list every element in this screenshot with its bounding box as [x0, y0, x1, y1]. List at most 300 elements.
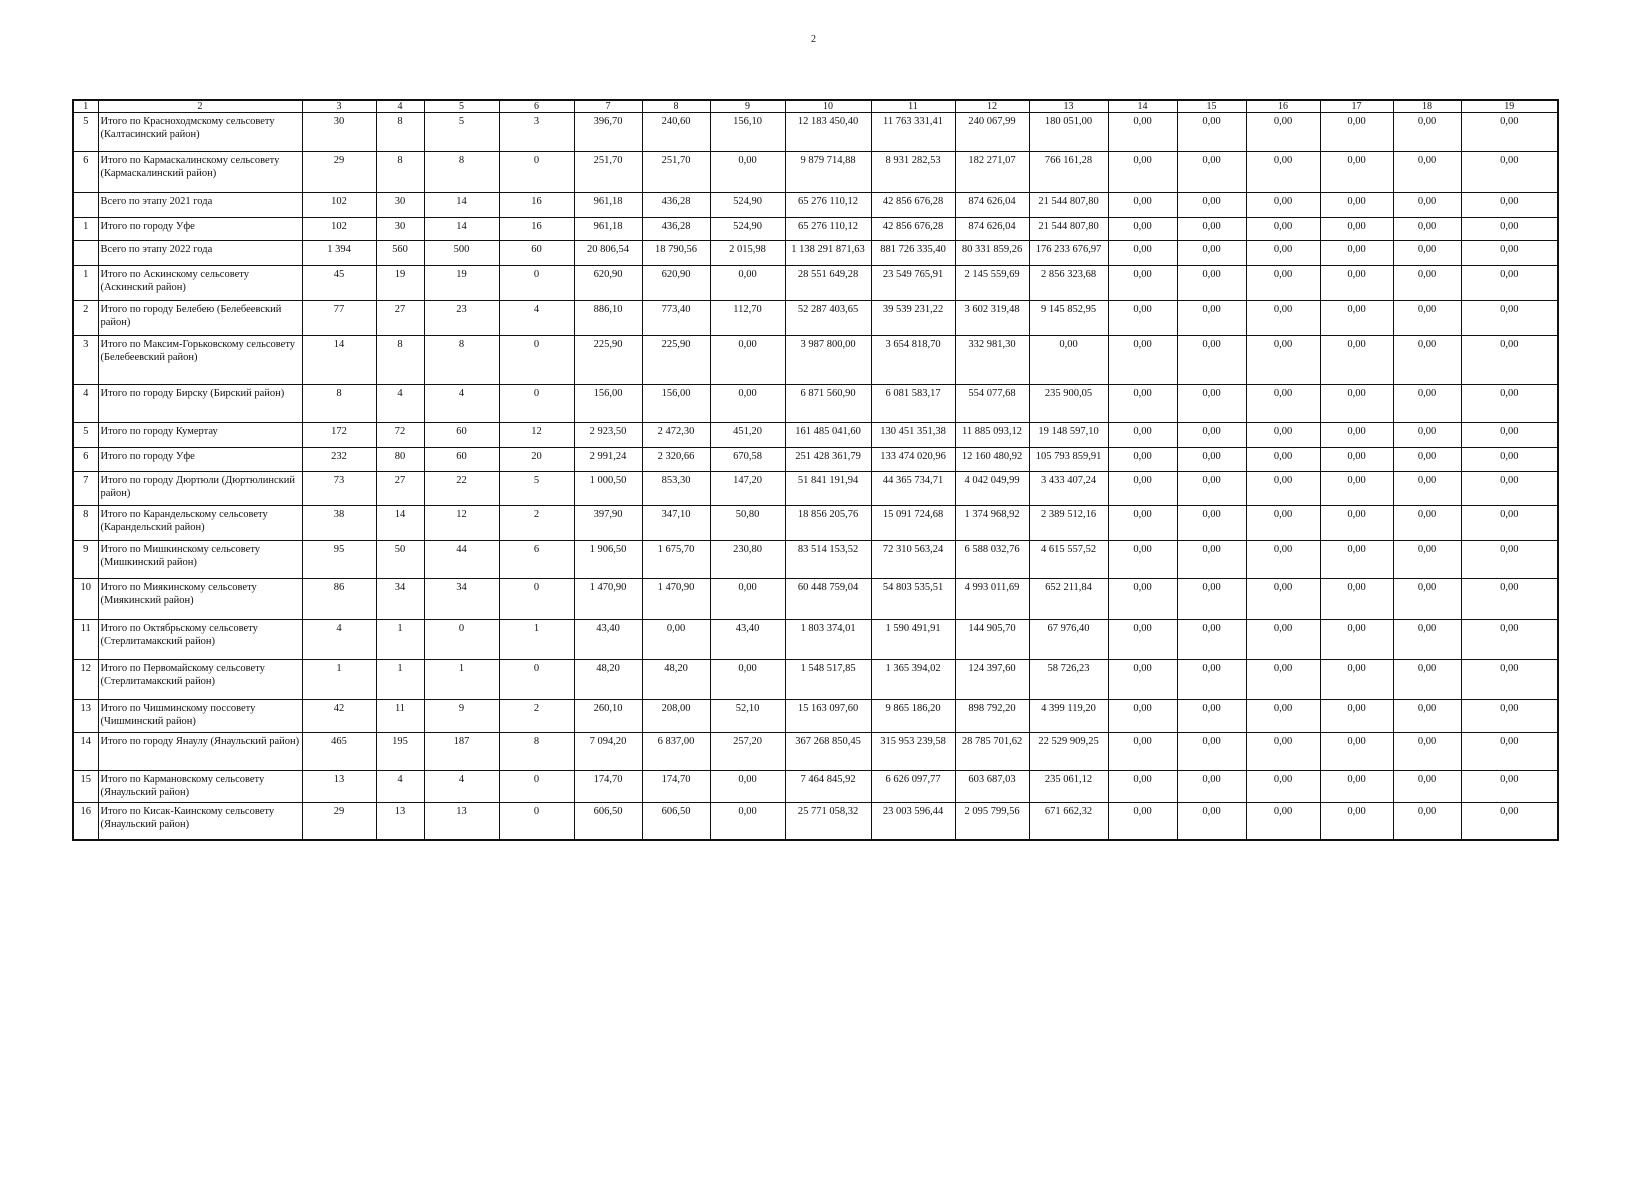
cell-col-7: 20 806,54	[574, 241, 642, 266]
cell-col-9: 0,00	[710, 385, 785, 423]
cell-col-12: 4 993 011,69	[955, 579, 1029, 620]
cell-col-8: 436,28	[642, 193, 710, 218]
cell-col-11: 72 310 563,24	[871, 541, 955, 579]
cell-col-17: 0,00	[1320, 152, 1393, 193]
cell-col-16: 0,00	[1246, 266, 1320, 301]
cell-col-8: 48,20	[642, 660, 710, 700]
cell-col-10: 1 138 291 871,63	[785, 241, 871, 266]
cell-col-11: 133 474 020,96	[871, 448, 955, 472]
row-index: 1	[73, 218, 98, 241]
cell-col-11: 42 856 676,28	[871, 218, 955, 241]
cell-col-14: 0,00	[1108, 152, 1177, 193]
table-row	[73, 733, 1558, 771]
cell-col-9: 112,70	[710, 301, 785, 336]
column-number-9: 9	[710, 100, 785, 113]
cell-col-17: 0,00	[1320, 700, 1393, 733]
cell-col-12: 6 588 032,76	[955, 541, 1029, 579]
cell-col-18: 0,00	[1393, 771, 1461, 803]
column-number-10: 10	[785, 100, 871, 113]
cell-col-11: 15 091 724,68	[871, 506, 955, 541]
cell-col-16: 0,00	[1246, 152, 1320, 193]
cell-col-5: 8	[424, 336, 499, 385]
cell-col-10: 51 841 191,94	[785, 472, 871, 506]
column-number-2: 2	[98, 100, 302, 113]
row-index: 14	[73, 733, 98, 771]
cell-col-4: 8	[376, 336, 424, 385]
cell-col-3: 29	[302, 152, 376, 193]
cell-col-19: 0,00	[1461, 803, 1558, 840]
cell-col-4: 4	[376, 771, 424, 803]
table-row	[73, 266, 1558, 301]
cell-col-9: 2 015,98	[710, 241, 785, 266]
row-name: Итого по городу Дюртюли (Дюртюлинский район)	[98, 472, 302, 506]
cell-col-8: 606,50	[642, 803, 710, 840]
table-row	[73, 620, 1558, 660]
cell-col-4: 560	[376, 241, 424, 266]
cell-col-16: 0,00	[1246, 579, 1320, 620]
cell-col-6: 0	[499, 660, 574, 700]
table-row	[73, 448, 1558, 472]
cell-col-4: 27	[376, 472, 424, 506]
cell-col-14: 0,00	[1108, 448, 1177, 472]
cell-col-7: 174,70	[574, 771, 642, 803]
column-number-14: 14	[1108, 100, 1177, 113]
cell-col-16: 0,00	[1246, 336, 1320, 385]
cell-col-11: 39 539 231,22	[871, 301, 955, 336]
cell-col-19: 0,00	[1461, 771, 1558, 803]
cell-col-18: 0,00	[1393, 472, 1461, 506]
cell-col-5: 13	[424, 803, 499, 840]
cell-col-12: 554 077,68	[955, 385, 1029, 423]
cell-col-17: 0,00	[1320, 771, 1393, 803]
cell-col-10: 65 276 110,12	[785, 193, 871, 218]
cell-col-13: 0,00	[1029, 336, 1108, 385]
cell-col-3: 1	[302, 660, 376, 700]
cell-col-7: 2 923,50	[574, 423, 642, 448]
cell-col-8: 208,00	[642, 700, 710, 733]
cell-col-14: 0,00	[1108, 241, 1177, 266]
cell-col-4: 50	[376, 541, 424, 579]
cell-col-14: 0,00	[1108, 336, 1177, 385]
row-name: Итого по городу Бирску (Бирский район)	[98, 385, 302, 423]
cell-col-14: 0,00	[1108, 700, 1177, 733]
cell-col-9: 257,20	[710, 733, 785, 771]
cell-col-9: 524,90	[710, 218, 785, 241]
cell-col-12: 603 687,03	[955, 771, 1029, 803]
cell-col-4: 14	[376, 506, 424, 541]
table-row	[73, 423, 1558, 448]
column-number-5: 5	[424, 100, 499, 113]
cell-col-9: 50,80	[710, 506, 785, 541]
row-name: Итого по Карандельскому сельсовету (Карандельский район)	[98, 506, 302, 541]
cell-col-17: 0,00	[1320, 733, 1393, 771]
table-row	[73, 579, 1558, 620]
cell-col-8: 174,70	[642, 771, 710, 803]
cell-col-7: 260,10	[574, 700, 642, 733]
cell-col-13: 766 161,28	[1029, 152, 1108, 193]
cell-col-13: 58 726,23	[1029, 660, 1108, 700]
cell-col-15: 0,00	[1177, 301, 1246, 336]
cell-col-14: 0,00	[1108, 218, 1177, 241]
cell-col-6: 2	[499, 506, 574, 541]
cell-col-15: 0,00	[1177, 193, 1246, 218]
cell-col-17: 0,00	[1320, 113, 1393, 152]
cell-col-16: 0,00	[1246, 620, 1320, 660]
cell-col-8: 156,00	[642, 385, 710, 423]
cell-col-11: 881 726 335,40	[871, 241, 955, 266]
cell-col-17: 0,00	[1320, 336, 1393, 385]
cell-col-10: 52 287 403,65	[785, 301, 871, 336]
cell-col-12: 2 095 799,56	[955, 803, 1029, 840]
cell-col-8: 2 320,66	[642, 448, 710, 472]
cell-col-9: 0,00	[710, 336, 785, 385]
cell-col-9: 670,58	[710, 448, 785, 472]
row-name: Итого по городу Уфе	[98, 218, 302, 241]
cell-col-8: 620,90	[642, 266, 710, 301]
cell-col-6: 0	[499, 336, 574, 385]
cell-col-3: 30	[302, 113, 376, 152]
row-name: Итого по Мишкинскому сельсовету (Мишкинский район)	[98, 541, 302, 579]
cell-col-4: 1	[376, 620, 424, 660]
cell-col-18: 0,00	[1393, 700, 1461, 733]
cell-col-12: 144 905,70	[955, 620, 1029, 660]
table-row	[73, 472, 1558, 506]
cell-col-16: 0,00	[1246, 218, 1320, 241]
cell-col-16: 0,00	[1246, 803, 1320, 840]
cell-col-19: 0,00	[1461, 448, 1558, 472]
cell-col-18: 0,00	[1393, 506, 1461, 541]
cell-col-14: 0,00	[1108, 660, 1177, 700]
cell-col-5: 0	[424, 620, 499, 660]
cell-col-5: 34	[424, 579, 499, 620]
cell-col-17: 0,00	[1320, 241, 1393, 266]
cell-col-13: 3 433 407,24	[1029, 472, 1108, 506]
cell-col-6: 5	[499, 472, 574, 506]
row-name: Итого по городу Янаулу (Янаульский район)	[98, 733, 302, 771]
cell-col-7: 1 000,50	[574, 472, 642, 506]
cell-col-6: 1	[499, 620, 574, 660]
cell-col-8: 2 472,30	[642, 423, 710, 448]
cell-col-15: 0,00	[1177, 660, 1246, 700]
cell-col-14: 0,00	[1108, 266, 1177, 301]
cell-col-11: 6 626 097,77	[871, 771, 955, 803]
cell-col-3: 86	[302, 579, 376, 620]
cell-col-19: 0,00	[1461, 541, 1558, 579]
cell-col-9: 0,00	[710, 660, 785, 700]
row-name: Итого по Октябрьскому сельсовету (Стерлитамакский район)	[98, 620, 302, 660]
table-row	[73, 241, 1558, 266]
cell-col-10: 18 856 205,76	[785, 506, 871, 541]
cell-col-18: 0,00	[1393, 803, 1461, 840]
cell-col-18: 0,00	[1393, 448, 1461, 472]
cell-col-14: 0,00	[1108, 113, 1177, 152]
cell-col-14: 0,00	[1108, 423, 1177, 448]
cell-col-6: 6	[499, 541, 574, 579]
column-number-11: 11	[871, 100, 955, 113]
cell-col-10: 1 803 374,01	[785, 620, 871, 660]
cell-col-7: 1 470,90	[574, 579, 642, 620]
cell-col-11: 315 953 239,58	[871, 733, 955, 771]
cell-col-10: 1 548 517,85	[785, 660, 871, 700]
cell-col-18: 0,00	[1393, 241, 1461, 266]
cell-col-4: 8	[376, 113, 424, 152]
cell-col-12: 240 067,99	[955, 113, 1029, 152]
cell-col-18: 0,00	[1393, 266, 1461, 301]
cell-col-13: 235 061,12	[1029, 771, 1108, 803]
cell-col-19: 0,00	[1461, 193, 1558, 218]
cell-col-8: 251,70	[642, 152, 710, 193]
cell-col-18: 0,00	[1393, 660, 1461, 700]
table-row	[73, 506, 1558, 541]
cell-col-19: 0,00	[1461, 301, 1558, 336]
cell-col-12: 28 785 701,62	[955, 733, 1029, 771]
cell-col-13: 176 233 676,97	[1029, 241, 1108, 266]
cell-col-8: 853,30	[642, 472, 710, 506]
cell-col-3: 42	[302, 700, 376, 733]
cell-col-3: 14	[302, 336, 376, 385]
cell-col-15: 0,00	[1177, 541, 1246, 579]
cell-col-14: 0,00	[1108, 385, 1177, 423]
cell-col-12: 80 331 859,26	[955, 241, 1029, 266]
cell-col-10: 3 987 800,00	[785, 336, 871, 385]
column-number-19: 19	[1461, 100, 1558, 113]
cell-col-7: 7 094,20	[574, 733, 642, 771]
cell-col-8: 347,10	[642, 506, 710, 541]
row-index: 8	[73, 506, 98, 541]
table-row	[73, 541, 1558, 579]
cell-col-10: 25 771 058,32	[785, 803, 871, 840]
cell-col-18: 0,00	[1393, 113, 1461, 152]
cell-col-10: 28 551 649,28	[785, 266, 871, 301]
cell-col-15: 0,00	[1177, 218, 1246, 241]
cell-col-10: 251 428 361,79	[785, 448, 871, 472]
cell-col-10: 9 879 714,88	[785, 152, 871, 193]
cell-col-11: 42 856 676,28	[871, 193, 955, 218]
cell-col-11: 9 865 186,20	[871, 700, 955, 733]
cell-col-3: 95	[302, 541, 376, 579]
cell-col-13: 105 793 859,91	[1029, 448, 1108, 472]
cell-col-19: 0,00	[1461, 423, 1558, 448]
cell-col-7: 606,50	[574, 803, 642, 840]
cell-col-11: 11 763 331,41	[871, 113, 955, 152]
cell-col-19: 0,00	[1461, 700, 1558, 733]
row-name: Итого по Кармаскалинскому сельсовету (Кармаскалинский район)	[98, 152, 302, 193]
cell-col-13: 2 389 512,16	[1029, 506, 1108, 541]
cell-col-3: 102	[302, 193, 376, 218]
table-row	[73, 113, 1558, 152]
cell-col-15: 0,00	[1177, 113, 1246, 152]
cell-col-6: 3	[499, 113, 574, 152]
cell-col-11: 6 081 583,17	[871, 385, 955, 423]
column-number-17: 17	[1320, 100, 1393, 113]
cell-col-13: 21 544 807,80	[1029, 218, 1108, 241]
row-index: 13	[73, 700, 98, 733]
cell-col-10: 15 163 097,60	[785, 700, 871, 733]
cell-col-18: 0,00	[1393, 336, 1461, 385]
cell-col-17: 0,00	[1320, 803, 1393, 840]
cell-col-12: 874 626,04	[955, 193, 1029, 218]
cell-col-4: 80	[376, 448, 424, 472]
row-name: Всего по этапу 2022 года	[98, 241, 302, 266]
page-number: 2	[811, 34, 816, 45]
cell-col-6: 0	[499, 579, 574, 620]
cell-col-7: 620,90	[574, 266, 642, 301]
cell-col-13: 4 615 557,52	[1029, 541, 1108, 579]
cell-col-5: 5	[424, 113, 499, 152]
row-name: Итого по городу Кумертау	[98, 423, 302, 448]
row-name: Итого по Кисак-Каинскому сельсовету (Янаульский район)	[98, 803, 302, 840]
cell-col-8: 6 837,00	[642, 733, 710, 771]
cell-col-7: 48,20	[574, 660, 642, 700]
cell-col-18: 0,00	[1393, 423, 1461, 448]
row-name: Итого по Кармановскому сельсовету (Янаульский район)	[98, 771, 302, 803]
cell-col-7: 886,10	[574, 301, 642, 336]
cell-col-14: 0,00	[1108, 541, 1177, 579]
cell-col-5: 19	[424, 266, 499, 301]
cell-col-7: 43,40	[574, 620, 642, 660]
cell-col-15: 0,00	[1177, 803, 1246, 840]
cell-col-16: 0,00	[1246, 660, 1320, 700]
cell-col-15: 0,00	[1177, 620, 1246, 660]
cell-col-14: 0,00	[1108, 733, 1177, 771]
cell-col-4: 19	[376, 266, 424, 301]
cell-col-5: 23	[424, 301, 499, 336]
cell-col-4: 72	[376, 423, 424, 448]
cell-col-13: 22 529 909,25	[1029, 733, 1108, 771]
cell-col-13: 19 148 597,10	[1029, 423, 1108, 448]
row-index: 1	[73, 266, 98, 301]
cell-col-3: 1 394	[302, 241, 376, 266]
table-row	[73, 700, 1558, 733]
cell-col-17: 0,00	[1320, 301, 1393, 336]
cell-col-12: 2 145 559,69	[955, 266, 1029, 301]
cell-col-6: 20	[499, 448, 574, 472]
cell-col-6: 16	[499, 218, 574, 241]
cell-col-14: 0,00	[1108, 579, 1177, 620]
cell-col-4: 4	[376, 385, 424, 423]
cell-col-3: 77	[302, 301, 376, 336]
cell-col-4: 30	[376, 193, 424, 218]
cell-col-9: 147,20	[710, 472, 785, 506]
row-index: 5	[73, 423, 98, 448]
cell-col-10: 6 871 560,90	[785, 385, 871, 423]
cell-col-13: 235 900,05	[1029, 385, 1108, 423]
cell-col-10: 83 514 153,52	[785, 541, 871, 579]
cell-col-15: 0,00	[1177, 506, 1246, 541]
table-row	[73, 385, 1558, 423]
cell-col-3: 45	[302, 266, 376, 301]
cell-col-9: 451,20	[710, 423, 785, 448]
cell-col-15: 0,00	[1177, 579, 1246, 620]
row-name: Итого по Красноходмскому сельсовету (Калтасинский район)	[98, 113, 302, 152]
column-number-4: 4	[376, 100, 424, 113]
cell-col-15: 0,00	[1177, 266, 1246, 301]
cell-col-3: 232	[302, 448, 376, 472]
cell-col-18: 0,00	[1393, 152, 1461, 193]
cell-col-14: 0,00	[1108, 193, 1177, 218]
table-row	[73, 771, 1558, 803]
cell-col-17: 0,00	[1320, 660, 1393, 700]
table-row	[73, 660, 1558, 700]
cell-col-15: 0,00	[1177, 423, 1246, 448]
cell-col-18: 0,00	[1393, 218, 1461, 241]
cell-col-18: 0,00	[1393, 193, 1461, 218]
row-name: Итого по городу Белебею (Белебеевский район)	[98, 301, 302, 336]
cell-col-11: 130 451 351,38	[871, 423, 955, 448]
cell-col-8: 18 790,56	[642, 241, 710, 266]
cell-col-10: 12 183 450,40	[785, 113, 871, 152]
cell-col-16: 0,00	[1246, 113, 1320, 152]
cell-col-6: 2	[499, 700, 574, 733]
cell-col-19: 0,00	[1461, 472, 1558, 506]
cell-col-5: 60	[424, 448, 499, 472]
cell-col-10: 367 268 850,45	[785, 733, 871, 771]
cell-col-7: 961,18	[574, 218, 642, 241]
cell-col-13: 671 662,32	[1029, 803, 1108, 840]
cell-col-15: 0,00	[1177, 385, 1246, 423]
cell-col-9: 52,10	[710, 700, 785, 733]
cell-col-8: 1 675,70	[642, 541, 710, 579]
cell-col-16: 0,00	[1246, 472, 1320, 506]
cell-col-6: 0	[499, 771, 574, 803]
cell-col-6: 0	[499, 385, 574, 423]
cell-col-6: 60	[499, 241, 574, 266]
cell-col-17: 0,00	[1320, 448, 1393, 472]
table-body	[73, 100, 1558, 840]
cell-col-17: 0,00	[1320, 218, 1393, 241]
cell-col-17: 0,00	[1320, 541, 1393, 579]
cell-col-10: 161 485 041,60	[785, 423, 871, 448]
cell-col-16: 0,00	[1246, 193, 1320, 218]
cell-col-3: 172	[302, 423, 376, 448]
table-row	[73, 218, 1558, 241]
column-number-7: 7	[574, 100, 642, 113]
cell-col-18: 0,00	[1393, 733, 1461, 771]
cell-col-15: 0,00	[1177, 336, 1246, 385]
cell-col-3: 465	[302, 733, 376, 771]
cell-col-14: 0,00	[1108, 620, 1177, 660]
cell-col-3: 38	[302, 506, 376, 541]
cell-col-8: 240,60	[642, 113, 710, 152]
cell-col-15: 0,00	[1177, 472, 1246, 506]
cell-col-12: 11 885 093,12	[955, 423, 1029, 448]
column-number-6: 6	[499, 100, 574, 113]
cell-col-17: 0,00	[1320, 506, 1393, 541]
cell-col-5: 4	[424, 771, 499, 803]
cell-col-16: 0,00	[1246, 448, 1320, 472]
cell-col-5: 4	[424, 385, 499, 423]
cell-col-18: 0,00	[1393, 620, 1461, 660]
cell-col-16: 0,00	[1246, 771, 1320, 803]
cell-col-7: 397,90	[574, 506, 642, 541]
column-number-18: 18	[1393, 100, 1461, 113]
row-index: 5	[73, 113, 98, 152]
cell-col-19: 0,00	[1461, 579, 1558, 620]
cell-col-19: 0,00	[1461, 113, 1558, 152]
cell-col-4: 13	[376, 803, 424, 840]
cell-col-9: 0,00	[710, 152, 785, 193]
cell-col-11: 23 003 596,44	[871, 803, 955, 840]
table-row	[73, 301, 1558, 336]
cell-col-11: 54 803 535,51	[871, 579, 955, 620]
cell-col-4: 8	[376, 152, 424, 193]
cell-col-15: 0,00	[1177, 771, 1246, 803]
cell-col-9: 0,00	[710, 266, 785, 301]
column-number-16: 16	[1246, 100, 1320, 113]
cell-col-5: 500	[424, 241, 499, 266]
cell-col-9: 0,00	[710, 579, 785, 620]
cell-col-12: 332 981,30	[955, 336, 1029, 385]
